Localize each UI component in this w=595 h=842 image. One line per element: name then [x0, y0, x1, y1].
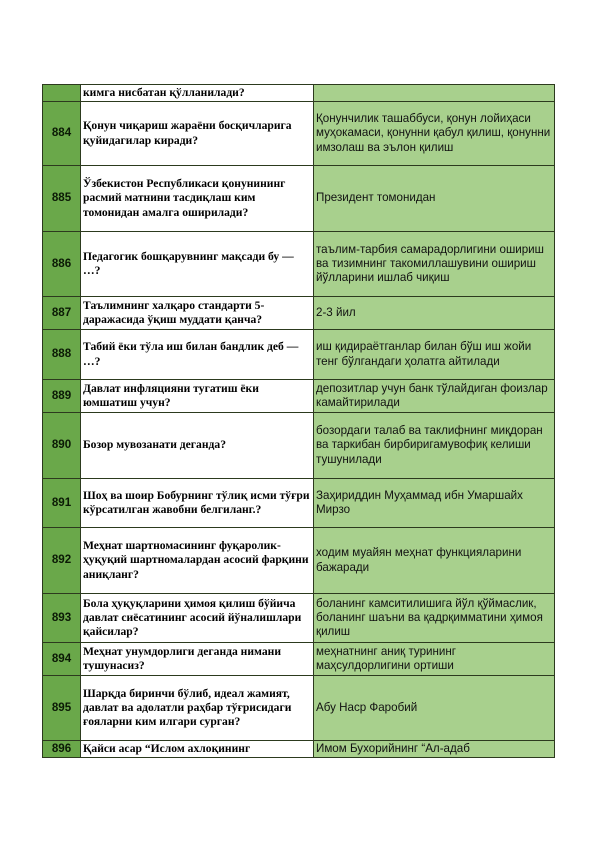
answer-cell: иш қидираётганлар билан бўш иш жойи тенг бўлгандаги ҳолатга айтилади [314, 330, 555, 380]
row-number: 895 [43, 676, 81, 741]
question-cell: Бозор мувозанати деганда? [81, 413, 314, 479]
row-number: 891 [43, 479, 81, 528]
row-number: 887 [43, 297, 81, 330]
table-row [43, 594, 555, 643]
table-row [43, 528, 555, 594]
row-number: 890 [43, 413, 81, 479]
table-row [43, 676, 555, 741]
answer-cell: боланинг камситилишига йўл қўймаслик, боланинг шаъни ва қадрқимматини ҳимоя қилиш [314, 594, 555, 643]
table-row [43, 380, 555, 413]
row-number: 889 [43, 380, 81, 413]
question-cell: Қонун чиқариш жараёни босқичларига қуйидагилар киради? [81, 102, 314, 166]
row-number: 884 [43, 102, 81, 166]
question-cell: Давлат инфляцияни тугатиш ёки юмшатиш учун? [81, 380, 314, 413]
question-cell: Табий ёки тўла иш билан бандлик деб — …? [81, 330, 314, 380]
question-cell: кимга нисбатан қўлланилади? [81, 85, 314, 102]
table-row [43, 479, 555, 528]
answer-cell [314, 85, 555, 102]
question-cell: Меҳнат шартномасининг фуқаролик-ҳуқуқий шартномалардан асосий фарқини аниқланг? [81, 528, 314, 594]
question-cell: Меҳнат унумдорлиги деганда нимани тушунасиз? [81, 643, 314, 676]
row-number: 894 [43, 643, 81, 676]
row-number: 886 [43, 232, 81, 297]
qa-table [42, 84, 555, 758]
row-number [43, 85, 81, 102]
question-cell: Ўзбекистон Республикаси қонунининг расмий матнини тасдиқлаш ким томонидан амалга оширилади? [81, 166, 314, 232]
table-row [43, 413, 555, 479]
answer-cell: бозордаги талаб ва таклифнинг миқдоран ва таркибан бирбиригамувофиқ келиши тушунилади [314, 413, 555, 479]
answer-cell: меҳнатнинг аниқ турининг маҳсулдорлигини ортиши [314, 643, 555, 676]
table-row [43, 297, 555, 330]
table-row [43, 330, 555, 380]
table-row [43, 232, 555, 297]
question-cell: Шарқда биринчи бўлиб, идеал жамият, давлат ва адолатли раҳбар тўғрисидаги ғояларни ким илгари сурган? [81, 676, 314, 741]
table-row [43, 102, 555, 166]
answer-cell: Қонунчилик ташаббуси, қонун лойиҳаси муҳокамаси, қонунни қабул қилиш, қонунни имзолаш ва эълон қилиш [314, 102, 555, 166]
question-cell: Қайси асар “Ислом ахлоқининг [81, 741, 314, 758]
answer-cell: Президент томонидан [314, 166, 555, 232]
answer-cell: 2-3 йил [314, 297, 555, 330]
table-row [43, 741, 555, 758]
row-number: 888 [43, 330, 81, 380]
table-row [43, 85, 555, 102]
answer-cell: Заҳириддин Муҳаммад ибн Умаршайх Мирзо [314, 479, 555, 528]
row-number: 893 [43, 594, 81, 643]
table-row [43, 643, 555, 676]
row-number: 896 [43, 741, 81, 758]
question-cell: Шоҳ ва шоир Бобурнинг тўлиқ исми тўғри кўрсатилган жавобни белгиланг.? [81, 479, 314, 528]
answer-cell: ходим муайян меҳнат функцияларини бажаради [314, 528, 555, 594]
row-number: 892 [43, 528, 81, 594]
row-number: 885 [43, 166, 81, 232]
answer-cell: Абу Наср Фаробий [314, 676, 555, 741]
question-cell: Таълимнинг халқаро стандарти 5-даражасида ўқиш муддати қанча? [81, 297, 314, 330]
table-row [43, 166, 555, 232]
question-cell: Педагогик бошқарувнинг мақсади бу — …? [81, 232, 314, 297]
question-cell: Бола ҳуқуқларини ҳимоя қилиш бўйича давлат сиёсатининг асосий йўналишлари қайсилар? [81, 594, 314, 643]
answer-cell: депозитлар учун банк тўлайдиган фоизлар камайтирилади [314, 380, 555, 413]
answer-cell: Имом Бухорийнинг “Ал-адаб [314, 741, 555, 758]
answer-cell: таълим-тарбия самарадорлигини ошириш ва тизимнинг такомиллашувини ошириш йўлларини ишлаб чиқиш [314, 232, 555, 297]
